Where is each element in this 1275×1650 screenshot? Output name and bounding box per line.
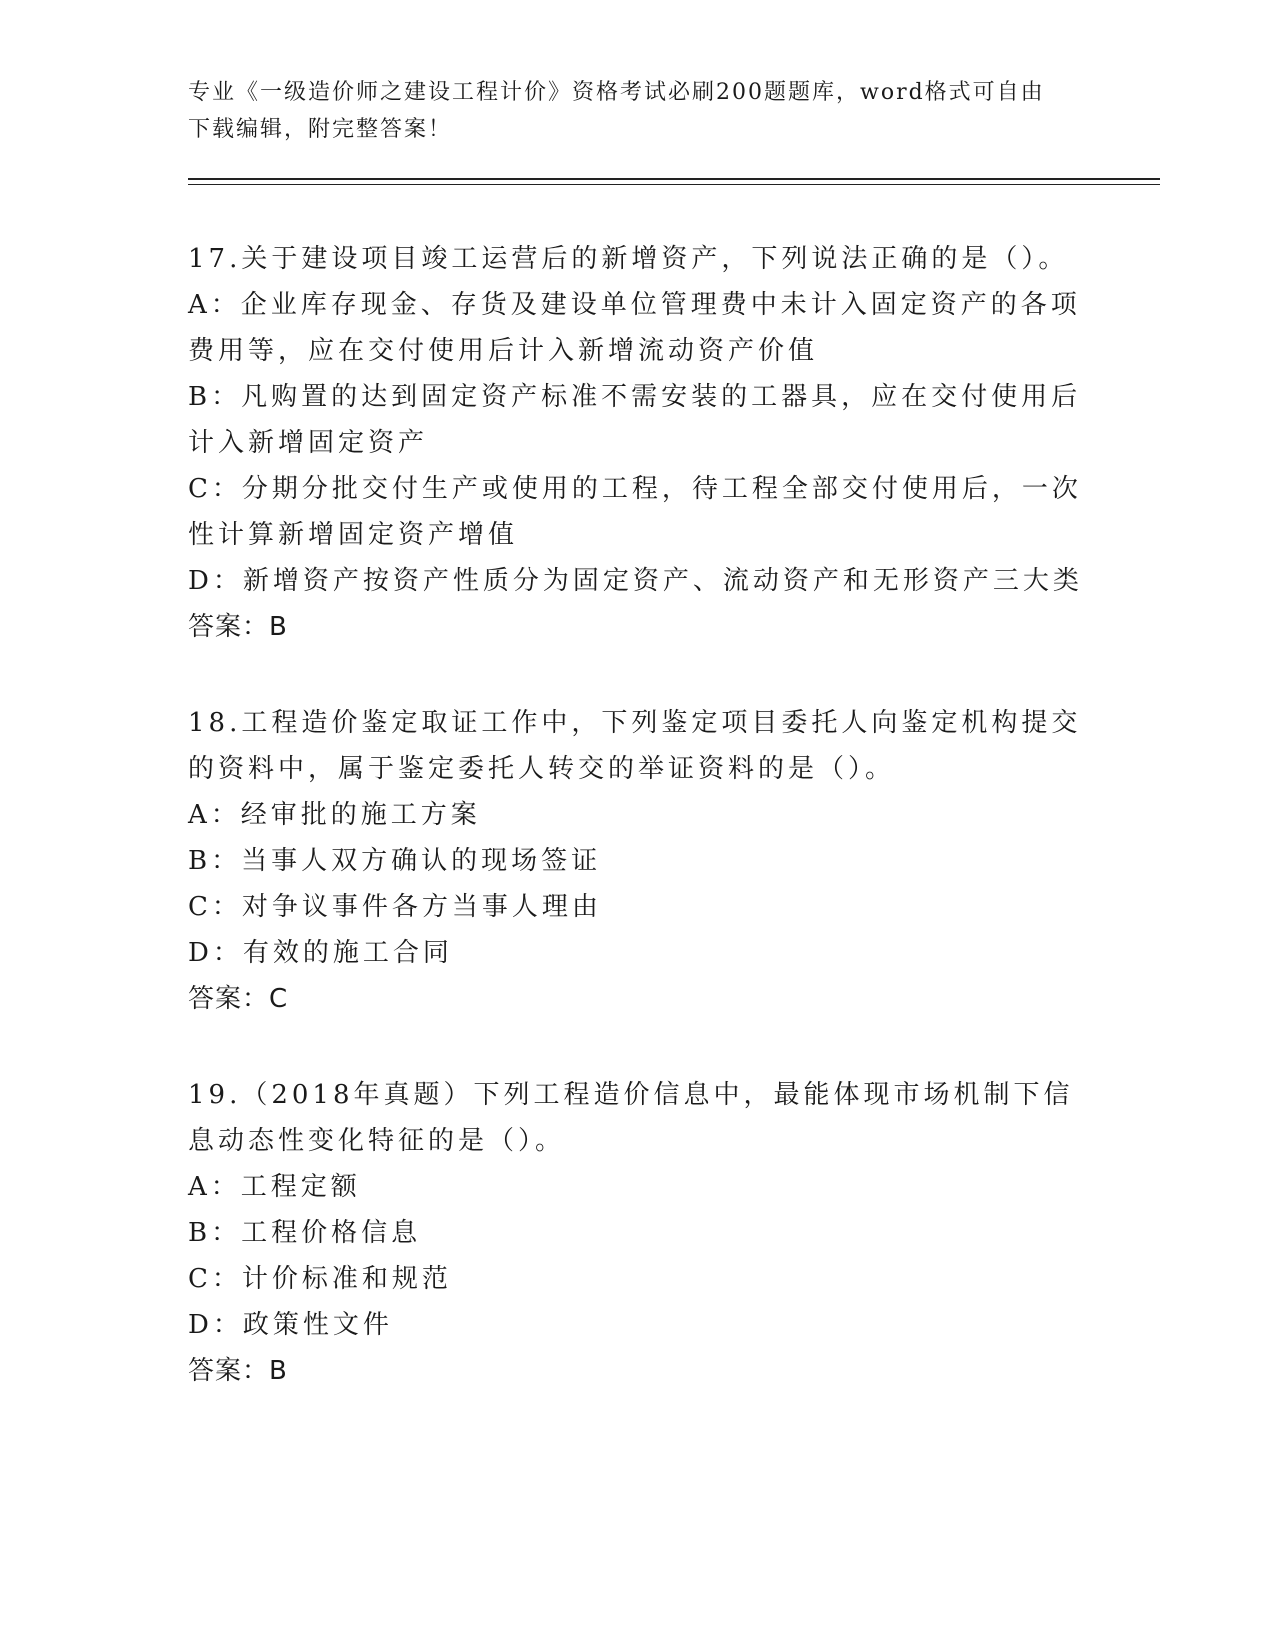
question-19 bbox=[188, 1072, 1088, 1394]
option-a: A：工程定额 bbox=[188, 1172, 361, 1202]
option-d: D：有效的施工合同 bbox=[188, 938, 453, 968]
answer: 答案：B bbox=[188, 612, 288, 642]
option-b: B：凡购置的达到固定资产标准不需安装的工器具，应在交付使用后计入新增固定资产 bbox=[188, 382, 1082, 458]
option-b: B：工程价格信息 bbox=[188, 1218, 422, 1248]
question-stem: 17.关于建设项目竣工运营后的新增资产，下列说法正确的是（）。 bbox=[188, 244, 1069, 274]
question-18 bbox=[188, 700, 1088, 1022]
option-b: B：当事人双方确认的现场签证 bbox=[188, 846, 602, 876]
option-c: C：分期分批交付生产或使用的工程，待工程全部交付使用后，一次性计算新增固定资产增值 bbox=[188, 474, 1082, 550]
question-17 bbox=[188, 236, 1088, 650]
option-d: D：政策性文件 bbox=[188, 1310, 393, 1340]
header-divider-thick bbox=[188, 178, 1160, 180]
question-stem: 18.工程造价鉴定取证工作中，下列鉴定项目委托人向鉴定机构提交的资料中，属于鉴定委托人转交的举证资料的是（）。 bbox=[188, 708, 1082, 784]
option-d: D：新增资产按资产性质分为固定资产、流动资产和无形资产三大类 bbox=[188, 566, 1083, 596]
option-c: C：计价标准和规范 bbox=[188, 1264, 452, 1294]
header-line-2: 下载编辑，附完整答案！ bbox=[188, 117, 453, 142]
header-line-1: 专业《一级造价师之建设工程计价》资格考试必刷200题题库，word格式可自由 bbox=[188, 80, 1045, 105]
question-list bbox=[188, 236, 1088, 1444]
option-c: C：对争议事件各方当事人理由 bbox=[188, 892, 602, 922]
answer: 答案：C bbox=[188, 984, 289, 1014]
option-a: A：企业库存现金、存货及建设单位管理费中未计入固定资产的各项费用等，应在交付使用后计入新增流动资产价值 bbox=[188, 290, 1081, 366]
answer: 答案：B bbox=[188, 1356, 288, 1386]
document-header bbox=[188, 74, 1088, 148]
option-a: A：经审批的施工方案 bbox=[188, 800, 481, 830]
header-divider-thin bbox=[188, 184, 1160, 185]
question-stem: 19.（2018年真题）下列工程造价信息中，最能体现市场机制下信息动态性变化特征的是（）。 bbox=[188, 1080, 1074, 1156]
